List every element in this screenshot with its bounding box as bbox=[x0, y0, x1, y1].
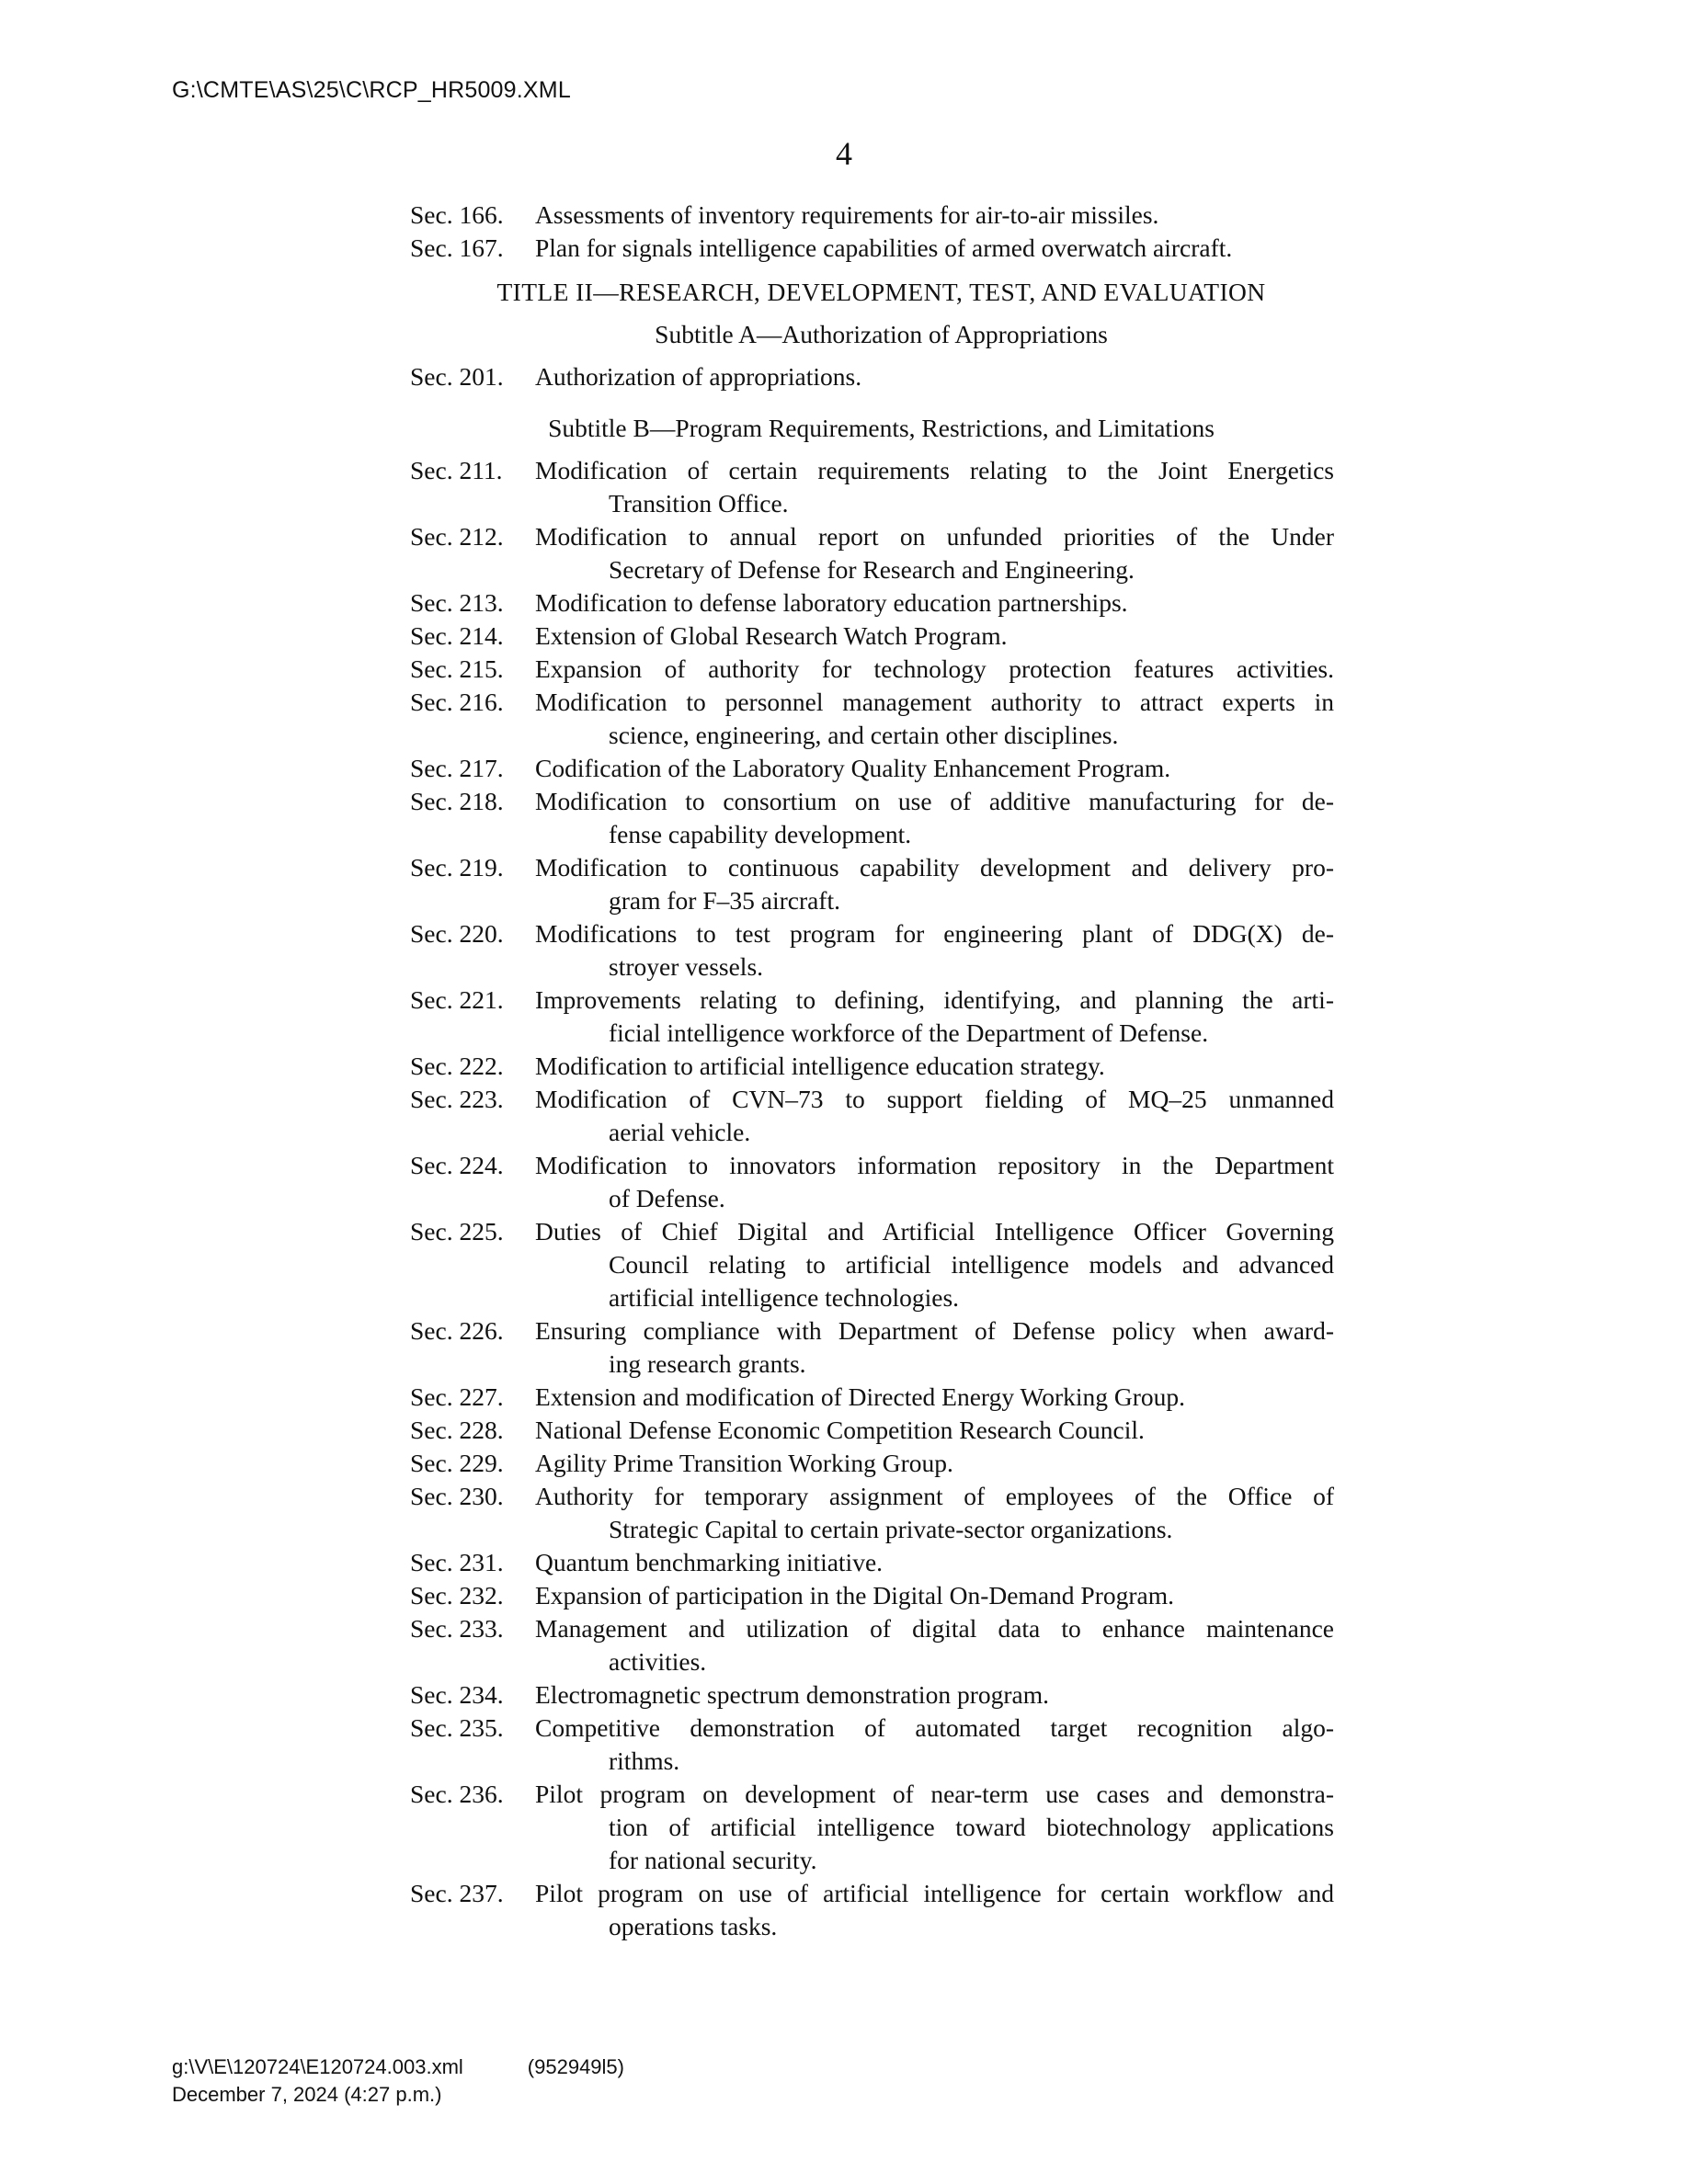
toc-entry-sec-220 bbox=[410, 917, 1334, 984]
section-title-line: Ensuring compliance with Department of Defense policy when award- bbox=[535, 1316, 1334, 1345]
section-number: Sec. 226. bbox=[410, 1316, 504, 1345]
section-title-line: Strategic Capital to certain private-sector organizations. bbox=[609, 1515, 1173, 1543]
toc-entry-sec-223 bbox=[410, 1083, 1334, 1149]
section-title-line: Improvements relating to defining, identifying, and planning the arti- bbox=[535, 985, 1334, 1014]
section-number: Sec. 201. bbox=[410, 362, 504, 391]
section-title-line: rithms. bbox=[609, 1746, 680, 1775]
section-number: Sec. 221. bbox=[410, 985, 504, 1014]
footer-timestamp: December 7, 2024 (4:27 p.m.) bbox=[172, 2083, 442, 2106]
toc-entry-sec-215 bbox=[410, 653, 1334, 686]
toc-entry-sec-232 bbox=[410, 1579, 1334, 1612]
section-number: Sec. 225. bbox=[410, 1217, 504, 1246]
section-title-line: stroyer vessels. bbox=[609, 952, 764, 981]
section-title: Modification to defense laboratory education partnerships. bbox=[535, 588, 1128, 617]
section-title-line: Pilot program on development of near-term use cases and demonstra- bbox=[535, 1780, 1334, 1808]
section-title-line: Duties of Chief Digital and Artificial Intelligence Officer Governing bbox=[535, 1217, 1334, 1246]
toc-entry-sec-201 bbox=[410, 360, 1334, 393]
toc-entry-sec-217 bbox=[410, 752, 1334, 785]
toc-entry-sec-227 bbox=[410, 1381, 1334, 1414]
section-title-line: ficial intelligence workforce of the Department of Defense. bbox=[609, 1018, 1209, 1047]
section-title-line: tion of artificial intelligence toward biotechnology applications bbox=[609, 1813, 1334, 1841]
toc-entry-sec-219 bbox=[410, 851, 1334, 917]
section-number: Sec. 223. bbox=[410, 1085, 504, 1113]
section-title-line: Modification to annual report on unfunded priorities of the Under bbox=[535, 522, 1334, 551]
section-number: Sec. 212. bbox=[410, 522, 504, 551]
toc-entry-sec-231 bbox=[410, 1546, 1334, 1579]
toc-entry-sec-166 bbox=[410, 199, 1334, 232]
section-title-line: Modification to personnel management authority to attract experts in bbox=[535, 688, 1334, 716]
footer-document-id: (952949l5) bbox=[527, 2055, 624, 2078]
section-title: Modification to artificial intelligence education strategy. bbox=[535, 1052, 1105, 1080]
section-title-line: Modification of certain requirements relating to the Joint Energetics bbox=[535, 456, 1334, 484]
section-number: Sec. 224. bbox=[410, 1151, 504, 1179]
section-title-line: Transition Office. bbox=[609, 489, 789, 518]
file-path: G:\CMTE\AS\25\C\RCP_HR5009.XML bbox=[172, 77, 571, 103]
section-number: Sec. 236. bbox=[410, 1780, 504, 1808]
page-number: 4 bbox=[836, 135, 852, 172]
section-title: Electromagnetic spectrum demonstration program. bbox=[535, 1680, 1049, 1709]
section-number: Sec. 220. bbox=[410, 919, 504, 948]
section-number: Sec. 166. bbox=[410, 200, 504, 229]
section-title: National Defense Economic Competition Research Council. bbox=[535, 1416, 1145, 1444]
toc-entry-sec-237 bbox=[410, 1877, 1334, 1943]
section-number: Sec. 222. bbox=[410, 1052, 504, 1080]
toc-entry-sec-233 bbox=[410, 1612, 1334, 1678]
subtitle-heading-b: Subtitle B—Program Requirements, Restrictions, and Limitations bbox=[548, 414, 1215, 442]
footer bbox=[172, 2053, 624, 2109]
section-title-line: fense capability development. bbox=[609, 820, 912, 848]
toc-entry-sec-228 bbox=[410, 1414, 1334, 1447]
footer-file-path: g:\V\E\120724\E120724.003.xml bbox=[172, 2055, 463, 2078]
toc-entry-sec-167 bbox=[410, 232, 1334, 265]
section-title: Quantum benchmarking initiative. bbox=[535, 1548, 884, 1576]
section-title: Expansion of authority for technology protection features activities. bbox=[535, 654, 1334, 683]
section-number: Sec. 234. bbox=[410, 1680, 504, 1709]
toc-entry-sec-235 bbox=[410, 1712, 1334, 1778]
section-title-line: Competitive demonstration of automated target recognition algo- bbox=[535, 1713, 1334, 1742]
toc-entry-sec-224 bbox=[410, 1149, 1334, 1215]
toc-entry-sec-213 bbox=[410, 586, 1334, 620]
section-title-line: Management and utilization of digital data to enhance maintenance bbox=[535, 1614, 1334, 1643]
toc-entry-sec-214 bbox=[410, 620, 1334, 653]
section-title-line: of Defense. bbox=[609, 1184, 725, 1212]
section-number: Sec. 213. bbox=[410, 588, 504, 617]
section-title-line: Modification to consortium on use of additive manufacturing for de- bbox=[535, 787, 1334, 815]
section-title: Codification of the Laboratory Quality Enhancement Program. bbox=[535, 754, 1171, 782]
toc-entry-sec-211 bbox=[410, 454, 1334, 520]
section-number: Sec. 215. bbox=[410, 654, 504, 683]
section-title-line: gram for F–35 aircraft. bbox=[609, 886, 840, 915]
toc-entry-sec-218 bbox=[410, 785, 1334, 851]
title-heading: TITLE II—RESEARCH, DEVELOPMENT, TEST, AND EVALUATION bbox=[496, 278, 1266, 306]
toc-entry-sec-234 bbox=[410, 1678, 1334, 1712]
section-title-line: artificial intelligence technologies. bbox=[609, 1283, 960, 1312]
section-title-line: Pilot program on use of artificial intelligence for certain workflow and bbox=[535, 1879, 1334, 1907]
section-title: Expansion of participation in the Digital On-Demand Program. bbox=[535, 1581, 1174, 1610]
section-title: Agility Prime Transition Working Group. bbox=[535, 1449, 953, 1477]
section-number: Sec. 227. bbox=[410, 1382, 504, 1411]
toc-entry-sec-221 bbox=[410, 984, 1334, 1050]
section-title: Extension and modification of Directed Energy Working Group. bbox=[535, 1382, 1186, 1411]
section-number: Sec. 232. bbox=[410, 1581, 504, 1610]
section-number: Sec. 211. bbox=[410, 456, 503, 484]
section-number: Sec. 167. bbox=[410, 233, 504, 262]
section-number: Sec. 230. bbox=[410, 1482, 504, 1510]
section-number: Sec. 218. bbox=[410, 787, 504, 815]
section-title-line: Modifications to test program for engineering plant of DDG(X) de- bbox=[535, 919, 1334, 948]
section-title-line: aerial vehicle. bbox=[609, 1118, 751, 1146]
section-title-line: Authority for temporary assignment of employees of the Office of bbox=[535, 1482, 1334, 1510]
section-title-line: science, engineering, and certain other disciplines. bbox=[609, 721, 1119, 749]
section-number: Sec. 235. bbox=[410, 1713, 504, 1742]
section-title-line: Modification of CVN–73 to support fielding of MQ–25 unmanned bbox=[535, 1085, 1334, 1113]
section-title-line: ing research grants. bbox=[609, 1349, 806, 1378]
toc-entry-sec-225 bbox=[410, 1215, 1334, 1314]
toc-entry-sec-229 bbox=[410, 1447, 1334, 1480]
toc-entry-sec-226 bbox=[410, 1314, 1334, 1381]
section-title-line: Secretary of Defense for Research and Engineering. bbox=[609, 555, 1135, 584]
section-title-line: Council relating to artificial intelligence models and advanced bbox=[609, 1250, 1334, 1279]
section-title-line: Modification to continuous capability development and delivery pro- bbox=[535, 853, 1334, 882]
toc-entry-sec-230 bbox=[410, 1480, 1334, 1546]
section-number: Sec. 228. bbox=[410, 1416, 504, 1444]
section-title: Plan for signals intelligence capabilities of armed overwatch aircraft. bbox=[535, 233, 1233, 262]
section-number: Sec. 214. bbox=[410, 621, 504, 650]
section-number: Sec. 217. bbox=[410, 754, 504, 782]
section-number: Sec. 216. bbox=[410, 688, 504, 716]
section-title-line: operations tasks. bbox=[609, 1912, 778, 1940]
toc-entry-sec-236 bbox=[410, 1778, 1334, 1877]
toc-entry-sec-216 bbox=[410, 686, 1334, 752]
section-title: Assessments of inventory requirements for air-to-air missiles. bbox=[535, 200, 1159, 229]
section-title: Authorization of appropriations. bbox=[535, 362, 862, 391]
subtitle-heading-a: Subtitle A—Authorization of Appropriations bbox=[655, 320, 1108, 348]
section-title-line: Modification to innovators information repository in the Department bbox=[535, 1151, 1334, 1179]
table-of-contents bbox=[410, 199, 1334, 1943]
section-title-line: for national security. bbox=[609, 1846, 817, 1874]
section-title-line: activities. bbox=[609, 1647, 707, 1676]
section-number: Sec. 231. bbox=[410, 1548, 504, 1576]
toc-entry-sec-222 bbox=[410, 1050, 1334, 1083]
section-title: Extension of Global Research Watch Program. bbox=[535, 621, 1008, 650]
section-number: Sec. 219. bbox=[410, 853, 504, 882]
section-number: Sec. 237. bbox=[410, 1879, 504, 1907]
toc-entry-sec-212 bbox=[410, 520, 1334, 586]
section-number: Sec. 233. bbox=[410, 1614, 504, 1643]
section-number: Sec. 229. bbox=[410, 1449, 504, 1477]
